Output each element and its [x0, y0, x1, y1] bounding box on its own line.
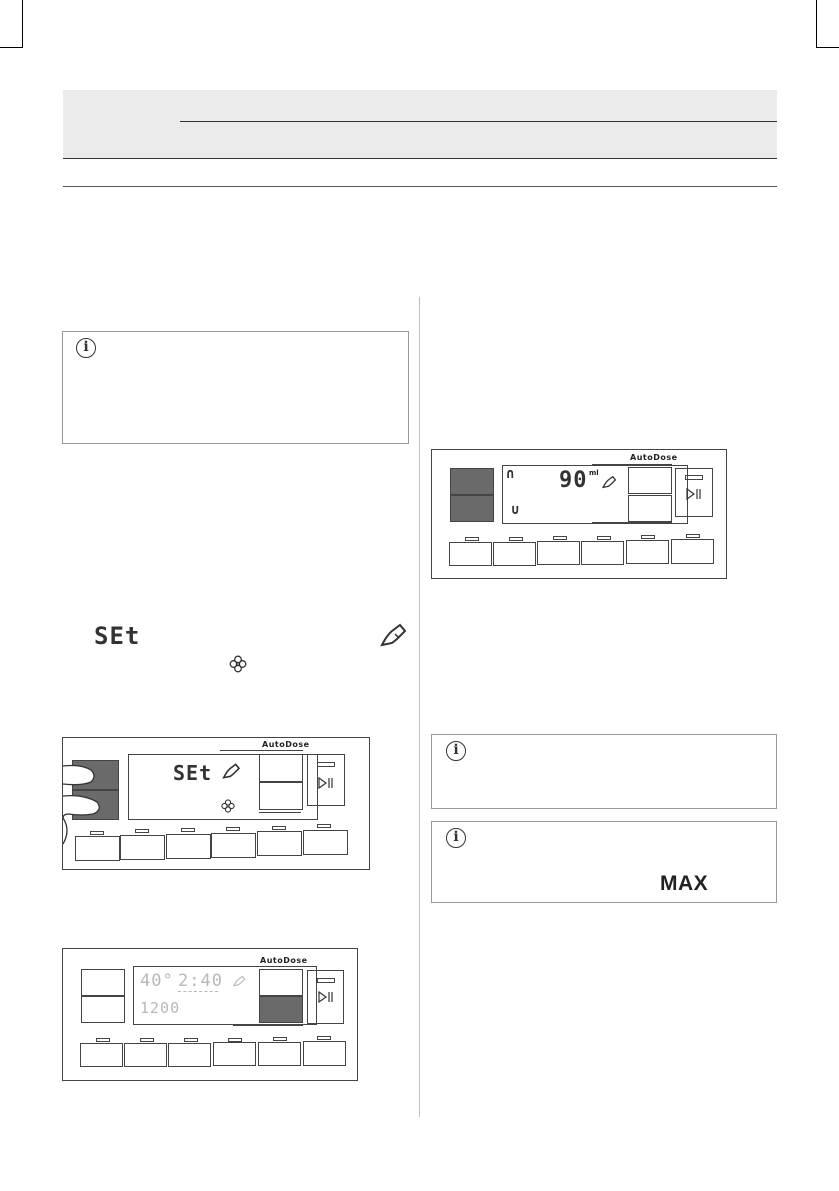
option-led-6	[317, 1036, 331, 1040]
option-led-3	[181, 828, 195, 832]
option-button-3[interactable]	[168, 1043, 211, 1067]
info-icon: i	[446, 828, 466, 848]
autodose-button-top[interactable]	[259, 754, 303, 782]
start-pause-led	[317, 978, 335, 983]
autodose-rule	[223, 966, 303, 967]
option-led-6	[686, 534, 700, 538]
display-spin: 1200	[140, 999, 181, 1017]
crop-mark-top-left-v	[22, 0, 23, 48]
autodose-label: AutoDose	[630, 453, 678, 462]
display-temperature: 40°	[140, 971, 174, 991]
max-marking: MAX	[660, 872, 709, 895]
option-button-6[interactable]	[671, 539, 714, 564]
option-button-1[interactable]	[80, 1043, 123, 1067]
option-led-2	[135, 829, 149, 833]
option-led-5	[641, 535, 655, 539]
control-panel-normal-mode	[62, 948, 358, 1081]
autodose-rule	[592, 464, 672, 465]
table-header-bottom-rule	[63, 158, 777, 159]
table-header	[63, 90, 777, 158]
flower-softener-icon	[221, 799, 235, 813]
option-button-3[interactable]	[166, 834, 211, 859]
option-button-6[interactable]	[303, 1041, 346, 1066]
display-dose-unit: ml	[589, 469, 599, 477]
display-top-left-char: ∩	[506, 466, 516, 482]
control-panel-set-mode	[62, 737, 370, 870]
option-led-2	[140, 1038, 154, 1042]
autodose-label: AutoDose	[262, 740, 310, 749]
option-led-6	[317, 824, 331, 828]
option-button-4[interactable]	[581, 541, 624, 565]
flower-softener-icon	[229, 655, 247, 673]
start-pause-icon	[318, 991, 334, 1003]
autodose-bottom-rule	[233, 1025, 303, 1026]
crop-mark-top-left-h	[0, 47, 23, 48]
detergent-dose-icon	[601, 474, 617, 490]
option-led-2	[509, 537, 523, 541]
column-divider	[419, 297, 420, 1117]
option-led-1	[90, 831, 104, 835]
start-pause-led	[685, 475, 703, 480]
detergent-dose-icon	[221, 761, 241, 781]
option-button-5[interactable]	[626, 540, 669, 564]
option-led-4	[597, 536, 611, 540]
option-led-1	[465, 537, 479, 541]
crop-mark-top-right-v	[816, 0, 817, 48]
option-led-5	[273, 1037, 287, 1041]
option-button-2[interactable]	[124, 1043, 167, 1067]
start-pause-button[interactable]	[307, 970, 344, 1024]
display-bottom-left-char: ∪	[511, 502, 521, 518]
autodose-button-top[interactable]	[259, 969, 303, 996]
program-button-top[interactable]	[81, 969, 125, 996]
option-led-5	[272, 826, 286, 830]
autodose-rule	[220, 750, 303, 751]
option-led-1	[96, 1038, 110, 1042]
option-button-5[interactable]	[257, 831, 302, 856]
option-button-1[interactable]	[449, 542, 492, 566]
autodose-label: AutoDose	[260, 956, 308, 965]
info-note-box	[62, 331, 409, 444]
info-note-box-right-2	[431, 821, 777, 903]
set-code-display: SEt	[94, 622, 141, 650]
program-button-bottom[interactable]	[81, 996, 125, 1023]
start-pause-icon	[318, 777, 334, 789]
info-icon: i	[76, 338, 96, 358]
control-panel-dose-mode	[431, 449, 727, 579]
display-time-underline	[178, 991, 218, 992]
table-row-rule	[63, 186, 777, 187]
autodose-bottom-rule	[592, 522, 672, 523]
option-button-6[interactable]	[303, 830, 348, 855]
option-button-5[interactable]	[258, 1042, 301, 1066]
info-note-box-right-1	[431, 734, 777, 809]
info-icon: i	[446, 741, 466, 761]
start-pause-button[interactable]	[675, 468, 713, 517]
detergent-dose-icon	[378, 621, 408, 649]
option-button-4[interactable]	[213, 1042, 256, 1066]
option-button-2[interactable]	[493, 542, 536, 566]
table-header-subrule	[180, 121, 777, 122]
detergent-dose-icon	[232, 974, 246, 988]
program-button-bottom[interactable]	[450, 495, 494, 522]
start-pause-led	[317, 762, 335, 767]
option-button-2[interactable]	[120, 835, 165, 860]
autodose-button-bottom[interactable]	[259, 996, 303, 1023]
autodose-button-top[interactable]	[628, 467, 672, 494]
display-time: 2:40	[178, 971, 223, 991]
display-set-code: SEt	[173, 761, 213, 785]
option-button-3[interactable]	[537, 541, 580, 565]
program-button-top[interactable]	[450, 468, 494, 495]
option-led-3	[553, 536, 567, 540]
option-button-1[interactable]	[75, 836, 120, 861]
start-pause-button[interactable]	[307, 754, 345, 806]
start-pause-icon	[686, 488, 702, 500]
autodose-bottom-rule	[259, 812, 301, 813]
crop-mark-top-right-h	[816, 47, 839, 48]
option-led-4	[226, 827, 240, 831]
autodose-button-bottom[interactable]	[259, 782, 303, 810]
display-dose-value: 90	[559, 468, 588, 493]
option-button-4[interactable]	[211, 833, 256, 858]
autodose-button-bottom[interactable]	[628, 495, 672, 522]
option-led-3	[184, 1038, 198, 1042]
